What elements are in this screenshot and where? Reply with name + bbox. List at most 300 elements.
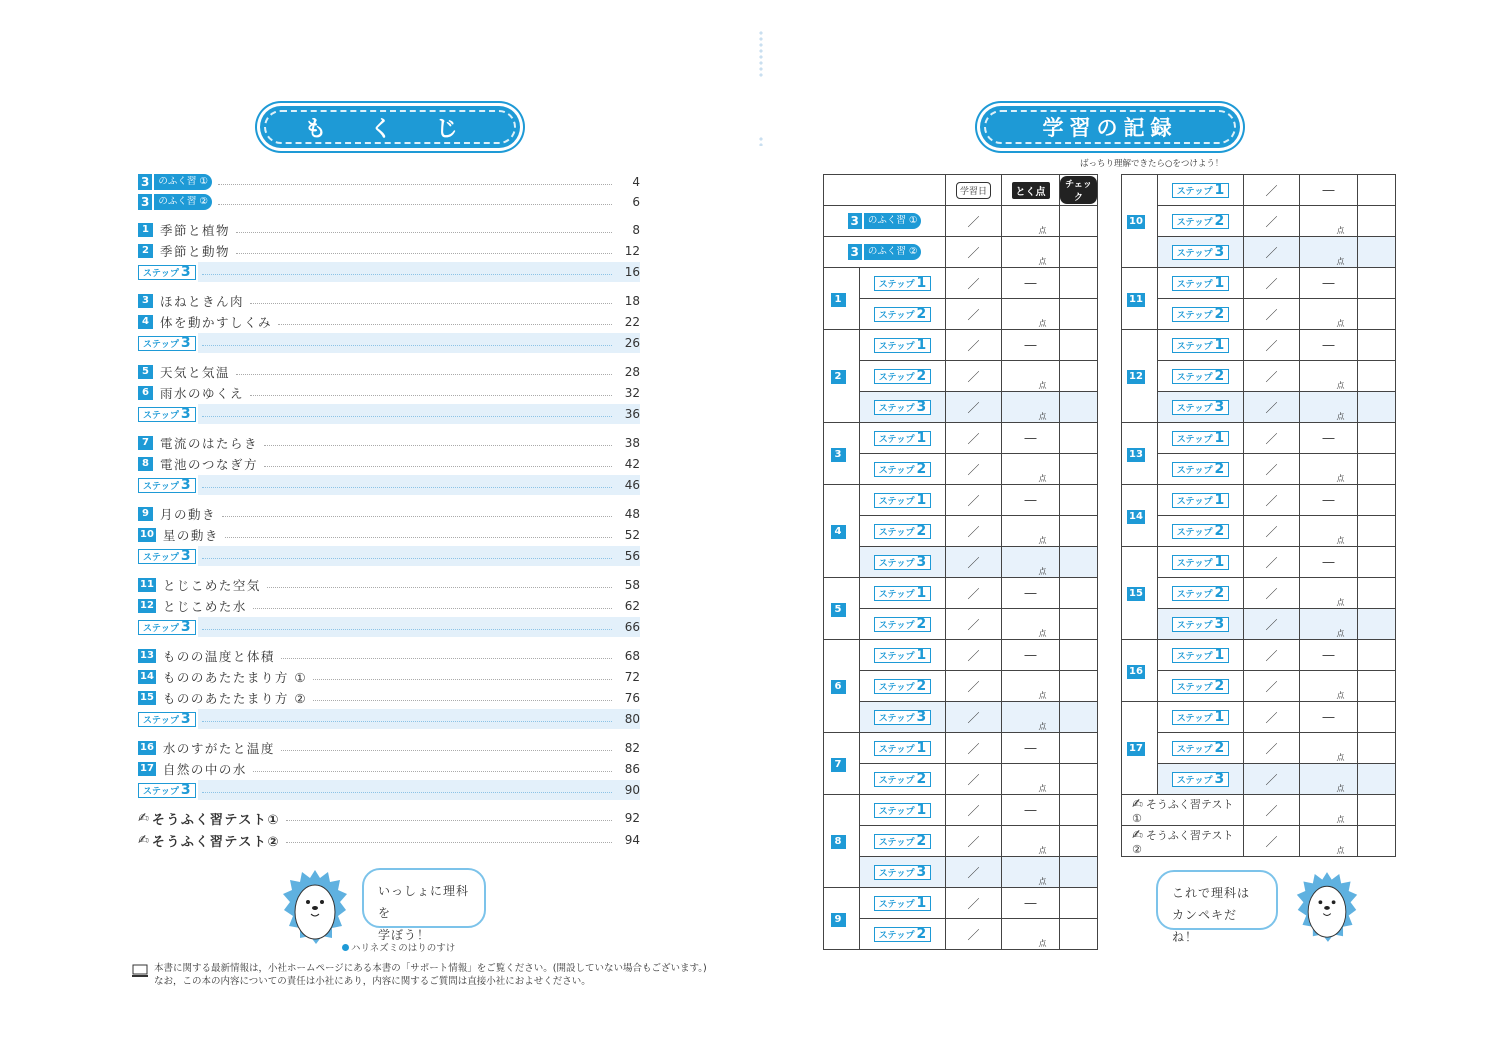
test-cell [1122, 826, 1244, 857]
score-cell[interactable]: ― [1300, 268, 1358, 299]
page-number: 46 [624, 478, 640, 492]
point-unit: 点 [1038, 722, 1047, 731]
step-cell [1158, 330, 1244, 361]
date-cell[interactable]: ／ [1244, 795, 1300, 826]
score-cell[interactable] [1300, 392, 1358, 423]
point-unit: 点 [1038, 567, 1047, 576]
date-cell[interactable]: ／ [1244, 547, 1300, 578]
date-cell[interactable]: ／ [946, 330, 1002, 361]
record-title: 学習の記録 [1042, 116, 1178, 140]
date-cell[interactable]: ／ [946, 795, 1002, 826]
check-cell[interactable] [1358, 330, 1396, 361]
date-cell[interactable]: ／ [946, 392, 1002, 423]
toc-row[interactable] [138, 291, 640, 311]
score-cell[interactable]: ― [1002, 485, 1060, 516]
date-cell[interactable]: ／ [1244, 454, 1300, 485]
step-cell [860, 299, 946, 330]
score-cell[interactable] [1002, 671, 1060, 702]
toc-row[interactable] [138, 596, 640, 616]
score-cell[interactable] [1300, 764, 1358, 795]
unit-title: もののあたたまり方 ① [162, 670, 308, 685]
date-cell[interactable]: ／ [1244, 392, 1300, 423]
date-cell[interactable]: ／ [1244, 330, 1300, 361]
check-cell[interactable] [1358, 516, 1396, 547]
record-row [824, 702, 1098, 733]
record-title-plate [980, 106, 1240, 148]
step-tag: ステップ 1 [874, 493, 932, 508]
toc-row[interactable] [138, 312, 640, 332]
toc-row[interactable] [138, 362, 640, 382]
unit-title: 季節と植物 [160, 223, 231, 238]
toc-row[interactable] [138, 780, 640, 800]
date-cell[interactable]: ／ [1244, 578, 1300, 609]
score-cell[interactable]: ― [1002, 795, 1060, 826]
mascot-name: ハリネズミのはりのすけ [351, 943, 456, 954]
step-number: 3 [1214, 771, 1225, 787]
unit-number: 2 [138, 244, 153, 258]
test-title: そうふく習テスト① [1132, 797, 1234, 825]
check-cell[interactable] [1358, 733, 1396, 764]
date-cell[interactable]: ／ [1244, 299, 1300, 330]
step-cell [1158, 764, 1244, 795]
unit-number: 7 [138, 436, 153, 450]
point-unit: 点 [1038, 319, 1047, 328]
date-cell[interactable]: ／ [946, 268, 1002, 299]
step-cell [860, 392, 946, 423]
check-cell[interactable] [1060, 268, 1098, 299]
toc-row[interactable] [138, 617, 640, 637]
step-cell [860, 888, 946, 919]
dot-leader [202, 487, 612, 488]
score-cell[interactable] [1002, 299, 1060, 330]
step-number: 1 [916, 802, 927, 818]
point-unit: 点 [1038, 877, 1047, 886]
date-cell[interactable]: ／ [1244, 764, 1300, 795]
toc-row[interactable] [138, 454, 640, 474]
toc-row[interactable] [138, 667, 640, 687]
unit-number: 9 [831, 913, 846, 927]
check-cell[interactable] [1060, 826, 1098, 857]
check-cell[interactable] [1358, 795, 1396, 826]
step-cell [860, 547, 946, 578]
check-cell[interactable] [1358, 361, 1396, 392]
unit-number: 5 [831, 603, 846, 617]
score-cell[interactable] [1002, 826, 1060, 857]
unit-number-cell [1122, 547, 1158, 640]
score-cell[interactable] [1300, 516, 1358, 547]
step-tag: ステップ 1 [1172, 493, 1230, 508]
dot-leader [202, 558, 612, 559]
unit-title: 水のすがたと温度 [162, 741, 275, 756]
check-cell[interactable] [1060, 609, 1098, 640]
check-cell[interactable] [1060, 671, 1098, 702]
toc-row[interactable] [138, 475, 640, 495]
score-cell[interactable] [1300, 733, 1358, 764]
toc-row[interactable] [138, 646, 640, 666]
check-cell[interactable] [1358, 206, 1396, 237]
score-cell[interactable] [1300, 237, 1358, 268]
unit-number: 11 [140, 579, 154, 590]
date-cell[interactable]: ／ [946, 454, 1002, 485]
unit-number: 1 [138, 223, 153, 237]
score-cell[interactable] [1002, 857, 1060, 888]
check-cell[interactable] [1358, 268, 1396, 299]
date-cell[interactable]: ／ [946, 423, 1002, 454]
toc-row[interactable] [138, 525, 640, 545]
score-cell[interactable]: ― [1300, 423, 1358, 454]
score-cell[interactable] [1300, 454, 1358, 485]
check-cell[interactable] [1060, 547, 1098, 578]
page-number: 72 [624, 670, 640, 684]
record-row [824, 268, 1098, 299]
page-number: 62 [624, 599, 640, 613]
page-number: 16 [624, 265, 640, 279]
check-cell[interactable] [1358, 392, 1396, 423]
step-number: 3 [1214, 616, 1225, 632]
record-row [824, 547, 1098, 578]
step-tag: ステップ 2 [1172, 524, 1230, 539]
step-cell [860, 578, 946, 609]
score-cell[interactable] [1300, 826, 1358, 857]
date-cell[interactable]: ／ [1244, 206, 1300, 237]
badge-label: のふく習 ② [154, 194, 212, 210]
score-cell[interactable] [1300, 671, 1358, 702]
score-cell[interactable] [1300, 609, 1358, 640]
score-cell[interactable]: ― [1002, 268, 1060, 299]
record-row [1122, 764, 1396, 795]
unit-number: 8 [831, 835, 846, 849]
step-tag: ステップ 1 [874, 648, 932, 663]
check-cell[interactable] [1358, 237, 1396, 268]
point-unit: 点 [1336, 257, 1345, 266]
toc-row[interactable] [138, 808, 640, 828]
date-cell[interactable]: ／ [946, 888, 1002, 919]
toc-row[interactable] [138, 172, 640, 192]
dot-leader [236, 374, 612, 375]
date-cell[interactable]: ／ [946, 361, 1002, 392]
toc-row[interactable] [138, 192, 640, 212]
dot-leader [264, 445, 612, 446]
step-number: 2 [916, 771, 927, 787]
check-cell[interactable] [1060, 919, 1098, 950]
toc-row[interactable] [138, 404, 640, 424]
date-cell[interactable]: ／ [946, 671, 1002, 702]
score-cell[interactable] [1002, 702, 1060, 733]
score-cell[interactable] [1002, 609, 1060, 640]
step-cell [860, 454, 946, 485]
check-cell[interactable] [1358, 423, 1396, 454]
date-cell[interactable]: ／ [1244, 175, 1300, 206]
point-unit: 点 [1038, 536, 1047, 545]
step-tag: ステップ 1 [1172, 338, 1230, 353]
test-cell [1122, 795, 1244, 826]
toc-title: も く じ [304, 116, 476, 142]
record-row [1122, 330, 1396, 361]
date-cell[interactable]: ／ [1244, 826, 1300, 857]
date-cell[interactable]: ／ [1244, 640, 1300, 671]
record-row [1122, 547, 1396, 578]
point-unit: 点 [1038, 412, 1047, 421]
step-number: 1 [1214, 709, 1225, 725]
date-cell[interactable]: ／ [946, 516, 1002, 547]
check-cell[interactable] [1060, 485, 1098, 516]
date-cell[interactable]: ／ [1244, 733, 1300, 764]
score-cell[interactable] [1300, 795, 1358, 826]
score-cell[interactable]: ― [1300, 485, 1358, 516]
unit-number: 13 [140, 650, 154, 661]
score-cell[interactable]: ― [1300, 702, 1358, 733]
step-tag: ステップ 2 [1172, 462, 1230, 477]
step-number: 1 [916, 585, 927, 601]
score-label: とく点 [1012, 182, 1050, 199]
score-cell[interactable] [1002, 919, 1060, 950]
unit-number: 14 [1129, 510, 1143, 522]
check-cell[interactable] [1060, 454, 1098, 485]
bubble-line: 学ぼう！ [378, 928, 431, 942]
toc-row[interactable] [138, 709, 640, 729]
toc-row[interactable] [138, 759, 640, 779]
check-cell[interactable] [1060, 795, 1098, 826]
check-cell[interactable] [1060, 392, 1098, 423]
date-cell[interactable]: ／ [1244, 268, 1300, 299]
check-cell[interactable] [1060, 330, 1098, 361]
step-cell [1158, 175, 1244, 206]
date-cell[interactable]: ／ [1244, 237, 1300, 268]
date-cell[interactable]: ／ [946, 640, 1002, 671]
score-cell[interactable] [1002, 206, 1060, 237]
step-number: 2 [1214, 740, 1225, 756]
check-cell[interactable] [1060, 640, 1098, 671]
toc-row[interactable] [138, 433, 640, 453]
record-row [1122, 175, 1396, 206]
check-cell[interactable] [1060, 516, 1098, 547]
pencil-icon: ✍ [1132, 796, 1143, 812]
unit-number: 6 [831, 680, 846, 694]
score-cell[interactable] [1002, 237, 1060, 268]
check-cell[interactable] [1060, 702, 1098, 733]
unit-number: 12 [140, 600, 154, 611]
date-cell[interactable]: ／ [946, 826, 1002, 857]
dot-leader [278, 324, 612, 325]
check-cell[interactable] [1358, 826, 1396, 857]
unit-title: 季節と動物 [160, 244, 231, 259]
toc-title-plate [260, 106, 520, 148]
score-cell[interactable] [1300, 299, 1358, 330]
step-number: 1 [1214, 492, 1225, 508]
bubble-line: カンペキだね！ [1172, 908, 1238, 944]
toc-row[interactable] [138, 546, 640, 566]
unit-number: 13 [1129, 448, 1143, 460]
check-cell[interactable] [1060, 206, 1098, 237]
unit-number: 3 [138, 294, 153, 308]
unit-number: 10 [140, 529, 154, 540]
page-number: 36 [624, 407, 640, 421]
date-cell[interactable]: ／ [946, 547, 1002, 578]
page-number: 26 [624, 336, 640, 350]
dot-leader [253, 771, 612, 772]
step-number: 1 [916, 647, 927, 663]
check-cell[interactable] [1358, 702, 1396, 733]
score-cell[interactable]: ― [1002, 888, 1060, 919]
check-cell[interactable] [1358, 175, 1396, 206]
score-cell[interactable] [1002, 361, 1060, 392]
score-cell[interactable] [1002, 392, 1060, 423]
step-number: 3 [180, 264, 191, 280]
date-cell[interactable]: ／ [1244, 423, 1300, 454]
step-cell [1158, 361, 1244, 392]
unit-number-cell [824, 578, 860, 640]
score-cell[interactable]: ― [1300, 175, 1358, 206]
check-cell[interactable] [1358, 578, 1396, 609]
hedgehog-mascot-icon [280, 866, 350, 948]
date-cell[interactable]: ／ [1244, 609, 1300, 640]
toc-row[interactable] [138, 688, 640, 708]
badge-label: のふく習 ② [864, 244, 922, 260]
point-unit: 点 [1336, 319, 1345, 328]
step-tag: ステップ 1 [1172, 648, 1230, 663]
toc-row[interactable] [138, 830, 640, 850]
check-cell[interactable] [1358, 299, 1396, 330]
date-cell[interactable]: ／ [946, 299, 1002, 330]
date-cell[interactable]: ／ [946, 578, 1002, 609]
step-number: 3 [180, 548, 191, 564]
step-tag: ステップ 2 [874, 369, 932, 384]
score-cell[interactable]: ― [1300, 640, 1358, 671]
step-tag: ステップ 2 [1172, 369, 1230, 384]
check-cell[interactable] [1358, 609, 1396, 640]
step-cell [1158, 299, 1244, 330]
score-cell[interactable]: ― [1002, 423, 1060, 454]
check-cell[interactable] [1358, 671, 1396, 702]
step-number: 1 [916, 337, 927, 353]
check-cell[interactable] [1358, 454, 1396, 485]
date-cell[interactable]: ／ [946, 237, 1002, 268]
table-header-row [824, 175, 1098, 206]
step-number: 1 [916, 740, 927, 756]
step-tag: ステップ 3 [138, 336, 196, 351]
point-unit: 点 [1336, 691, 1345, 700]
date-cell[interactable]: ／ [1244, 702, 1300, 733]
dot-leader [253, 608, 612, 609]
header-score [1002, 175, 1060, 206]
toc-row[interactable] [138, 333, 640, 353]
score-cell[interactable]: ― [1002, 578, 1060, 609]
date-cell[interactable]: ／ [946, 702, 1002, 733]
check-cell[interactable] [1358, 547, 1396, 578]
score-cell[interactable]: ― [1002, 733, 1060, 764]
check-cell[interactable] [1060, 857, 1098, 888]
step-tag: ステップ 3 [138, 407, 196, 422]
check-cell[interactable] [1060, 578, 1098, 609]
step-cell [1158, 609, 1244, 640]
unit-number: 2 [831, 370, 846, 384]
date-cell[interactable]: ／ [946, 857, 1002, 888]
check-cell[interactable] [1060, 764, 1098, 795]
date-cell[interactable]: ／ [1244, 516, 1300, 547]
step-tag: ステップ 2 [874, 834, 932, 849]
record-row [824, 919, 1098, 950]
point-unit: 点 [1336, 784, 1345, 793]
date-cell[interactable]: ／ [1244, 671, 1300, 702]
score-cell[interactable]: ― [1300, 330, 1358, 361]
step-tag: ステップ 1 [1172, 276, 1230, 291]
check-note: ばっちり理解できたら○をつけよう！ [1080, 159, 1224, 169]
point-unit: 点 [1038, 939, 1047, 948]
score-cell[interactable] [1002, 454, 1060, 485]
date-cell[interactable]: ／ [946, 485, 1002, 516]
check-cell[interactable] [1358, 764, 1396, 795]
score-cell[interactable] [1002, 764, 1060, 795]
score-cell[interactable] [1300, 361, 1358, 392]
date-cell[interactable]: ／ [946, 609, 1002, 640]
step-number: 3 [180, 335, 191, 351]
check-cell[interactable] [1358, 485, 1396, 516]
score-cell[interactable] [1300, 206, 1358, 237]
spine-dots [758, 30, 764, 78]
check-cell[interactable] [1060, 237, 1098, 268]
date-cell[interactable]: ／ [946, 206, 1002, 237]
score-cell[interactable]: ― [1002, 330, 1060, 361]
check-cell[interactable] [1060, 361, 1098, 392]
grade3-review-badge [138, 174, 212, 190]
score-cell[interactable]: ― [1002, 640, 1060, 671]
unit-number: 12 [1129, 371, 1143, 382]
step-tag: ステップ 2 [874, 617, 932, 632]
date-cell[interactable]: ／ [946, 733, 1002, 764]
bubble-line: これで理科は [1172, 886, 1251, 900]
check-cell[interactable] [1060, 888, 1098, 919]
score-cell[interactable]: ― [1300, 547, 1358, 578]
check-cell[interactable] [1060, 299, 1098, 330]
step-tag: ステップ 1 [874, 431, 932, 446]
check-cell[interactable] [1060, 423, 1098, 454]
page-number: 48 [624, 507, 640, 521]
date-cell[interactable]: ／ [1244, 361, 1300, 392]
page-number: 82 [624, 741, 640, 755]
step-cell [860, 826, 946, 857]
record-row [824, 888, 1098, 919]
toc-row[interactable] [138, 220, 640, 240]
record-row [1122, 485, 1396, 516]
toc-row[interactable] [138, 262, 640, 282]
record-row [824, 361, 1098, 392]
spine-dots [758, 136, 764, 146]
test-title: そうふく習テスト① [151, 812, 280, 828]
score-cell[interactable] [1002, 547, 1060, 578]
toc-row[interactable] [138, 383, 640, 403]
record-row [824, 454, 1098, 485]
record-row [1122, 671, 1396, 702]
score-cell[interactable] [1002, 516, 1060, 547]
page-number: 22 [624, 315, 640, 329]
toc-row[interactable] [138, 504, 640, 524]
step-number: 2 [1214, 461, 1225, 477]
score-cell[interactable] [1300, 578, 1358, 609]
date-cell[interactable]: ／ [946, 919, 1002, 950]
dot-leader [281, 658, 612, 659]
toc-row[interactable] [138, 241, 640, 261]
date-cell[interactable]: ／ [1244, 485, 1300, 516]
check-cell[interactable] [1358, 640, 1396, 671]
check-cell[interactable] [1060, 733, 1098, 764]
date-cell[interactable]: ／ [946, 764, 1002, 795]
step-tag: ステップ 2 [1172, 586, 1230, 601]
toc-row[interactable] [138, 738, 640, 758]
page-number: 4 [632, 175, 640, 189]
step-cell [860, 919, 946, 950]
badge-label: のふく習 ① [154, 174, 212, 190]
toc-row[interactable] [138, 575, 640, 595]
